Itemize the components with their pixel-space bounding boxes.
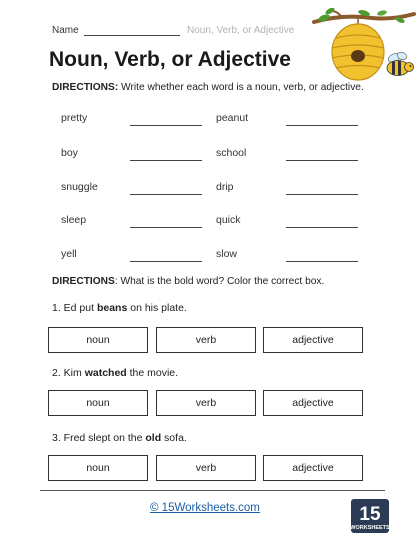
beehive-icon <box>332 24 384 80</box>
question-2-choice-verb[interactable]: verb <box>156 390 256 416</box>
header-caption: Noun, Verb, or Adjective <box>187 25 295 36</box>
logo-number: 15 <box>359 504 381 525</box>
question-3-choice-adjective[interactable]: adjective <box>263 455 363 481</box>
question-3 <box>52 432 187 444</box>
question-1-bold-word: beans <box>96 302 128 314</box>
directions-2-text: : What is the bold word? Color the correct box. <box>114 276 325 287</box>
word-right-2: school <box>216 147 247 159</box>
answer-line-right-5[interactable] <box>286 261 358 262</box>
question-3-choice-noun[interactable]: noun <box>48 455 148 481</box>
question-1-prefix: 1. Ed put <box>52 302 97 314</box>
question-2-prefix: 2. Kim <box>52 367 85 379</box>
question-1-choice-verb[interactable]: verb <box>156 327 256 353</box>
word-right-1: peanut <box>216 112 249 124</box>
directions-2 <box>52 276 324 287</box>
footer-divider <box>40 490 385 491</box>
word-left-5: yell <box>61 248 77 260</box>
directions-2-label: DIRECTIONS <box>52 276 115 287</box>
directions-1-label: DIRECTIONS: <box>52 82 119 93</box>
question-1 <box>52 302 187 314</box>
question-1-choice-adjective[interactable]: adjective <box>263 327 363 353</box>
word-left-3: snuggle <box>61 181 98 193</box>
worksheets-logo-icon <box>350 498 390 534</box>
question-3-choice-verb[interactable]: verb <box>156 455 256 481</box>
beehive-illustration <box>312 8 416 84</box>
directions-1 <box>52 82 364 93</box>
question-2-suffix: the movie. <box>126 367 179 379</box>
bee-icon <box>387 51 414 75</box>
question-2-choice-noun[interactable]: noun <box>48 390 148 416</box>
question-3-suffix: sofa. <box>161 432 187 444</box>
answer-line-right-1[interactable] <box>286 125 358 126</box>
name-input-line[interactable] <box>84 35 180 36</box>
word-left-4: sleep <box>61 214 87 226</box>
answer-line-left-2[interactable] <box>130 160 202 161</box>
directions-1-text: Write whether each word is a noun, verb, or adjective. <box>118 82 364 93</box>
page-title: Noun, Verb, or Adjective <box>49 48 291 71</box>
answer-line-left-5[interactable] <box>130 261 202 262</box>
answer-line-right-2[interactable] <box>286 160 358 161</box>
word-right-5: slow <box>216 248 238 260</box>
question-2 <box>52 367 178 379</box>
logo-text: WORKSHEETS <box>350 525 390 531</box>
question-2-choice-adjective[interactable]: adjective <box>263 390 363 416</box>
question-2-bold-word: watched <box>84 367 127 379</box>
word-left-1: pretty <box>61 112 88 124</box>
answer-line-left-1[interactable] <box>130 125 202 126</box>
question-1-suffix: on his plate. <box>127 302 187 314</box>
answer-line-left-3[interactable] <box>130 194 202 195</box>
word-left-2: boy <box>61 147 78 159</box>
answer-line-left-4[interactable] <box>130 227 202 228</box>
word-right-4: quick <box>216 214 241 226</box>
answer-line-right-4[interactable] <box>286 227 358 228</box>
answer-line-right-3[interactable] <box>286 194 358 195</box>
question-3-bold-word: old <box>145 432 162 444</box>
name-label: Name <box>52 25 79 36</box>
question-3-prefix: 3. Fred slept on the <box>52 432 146 444</box>
question-1-choice-noun[interactable]: noun <box>48 327 148 353</box>
word-right-3: drip <box>216 181 234 193</box>
footer-link[interactable]: © 15Worksheets.com <box>150 502 260 514</box>
